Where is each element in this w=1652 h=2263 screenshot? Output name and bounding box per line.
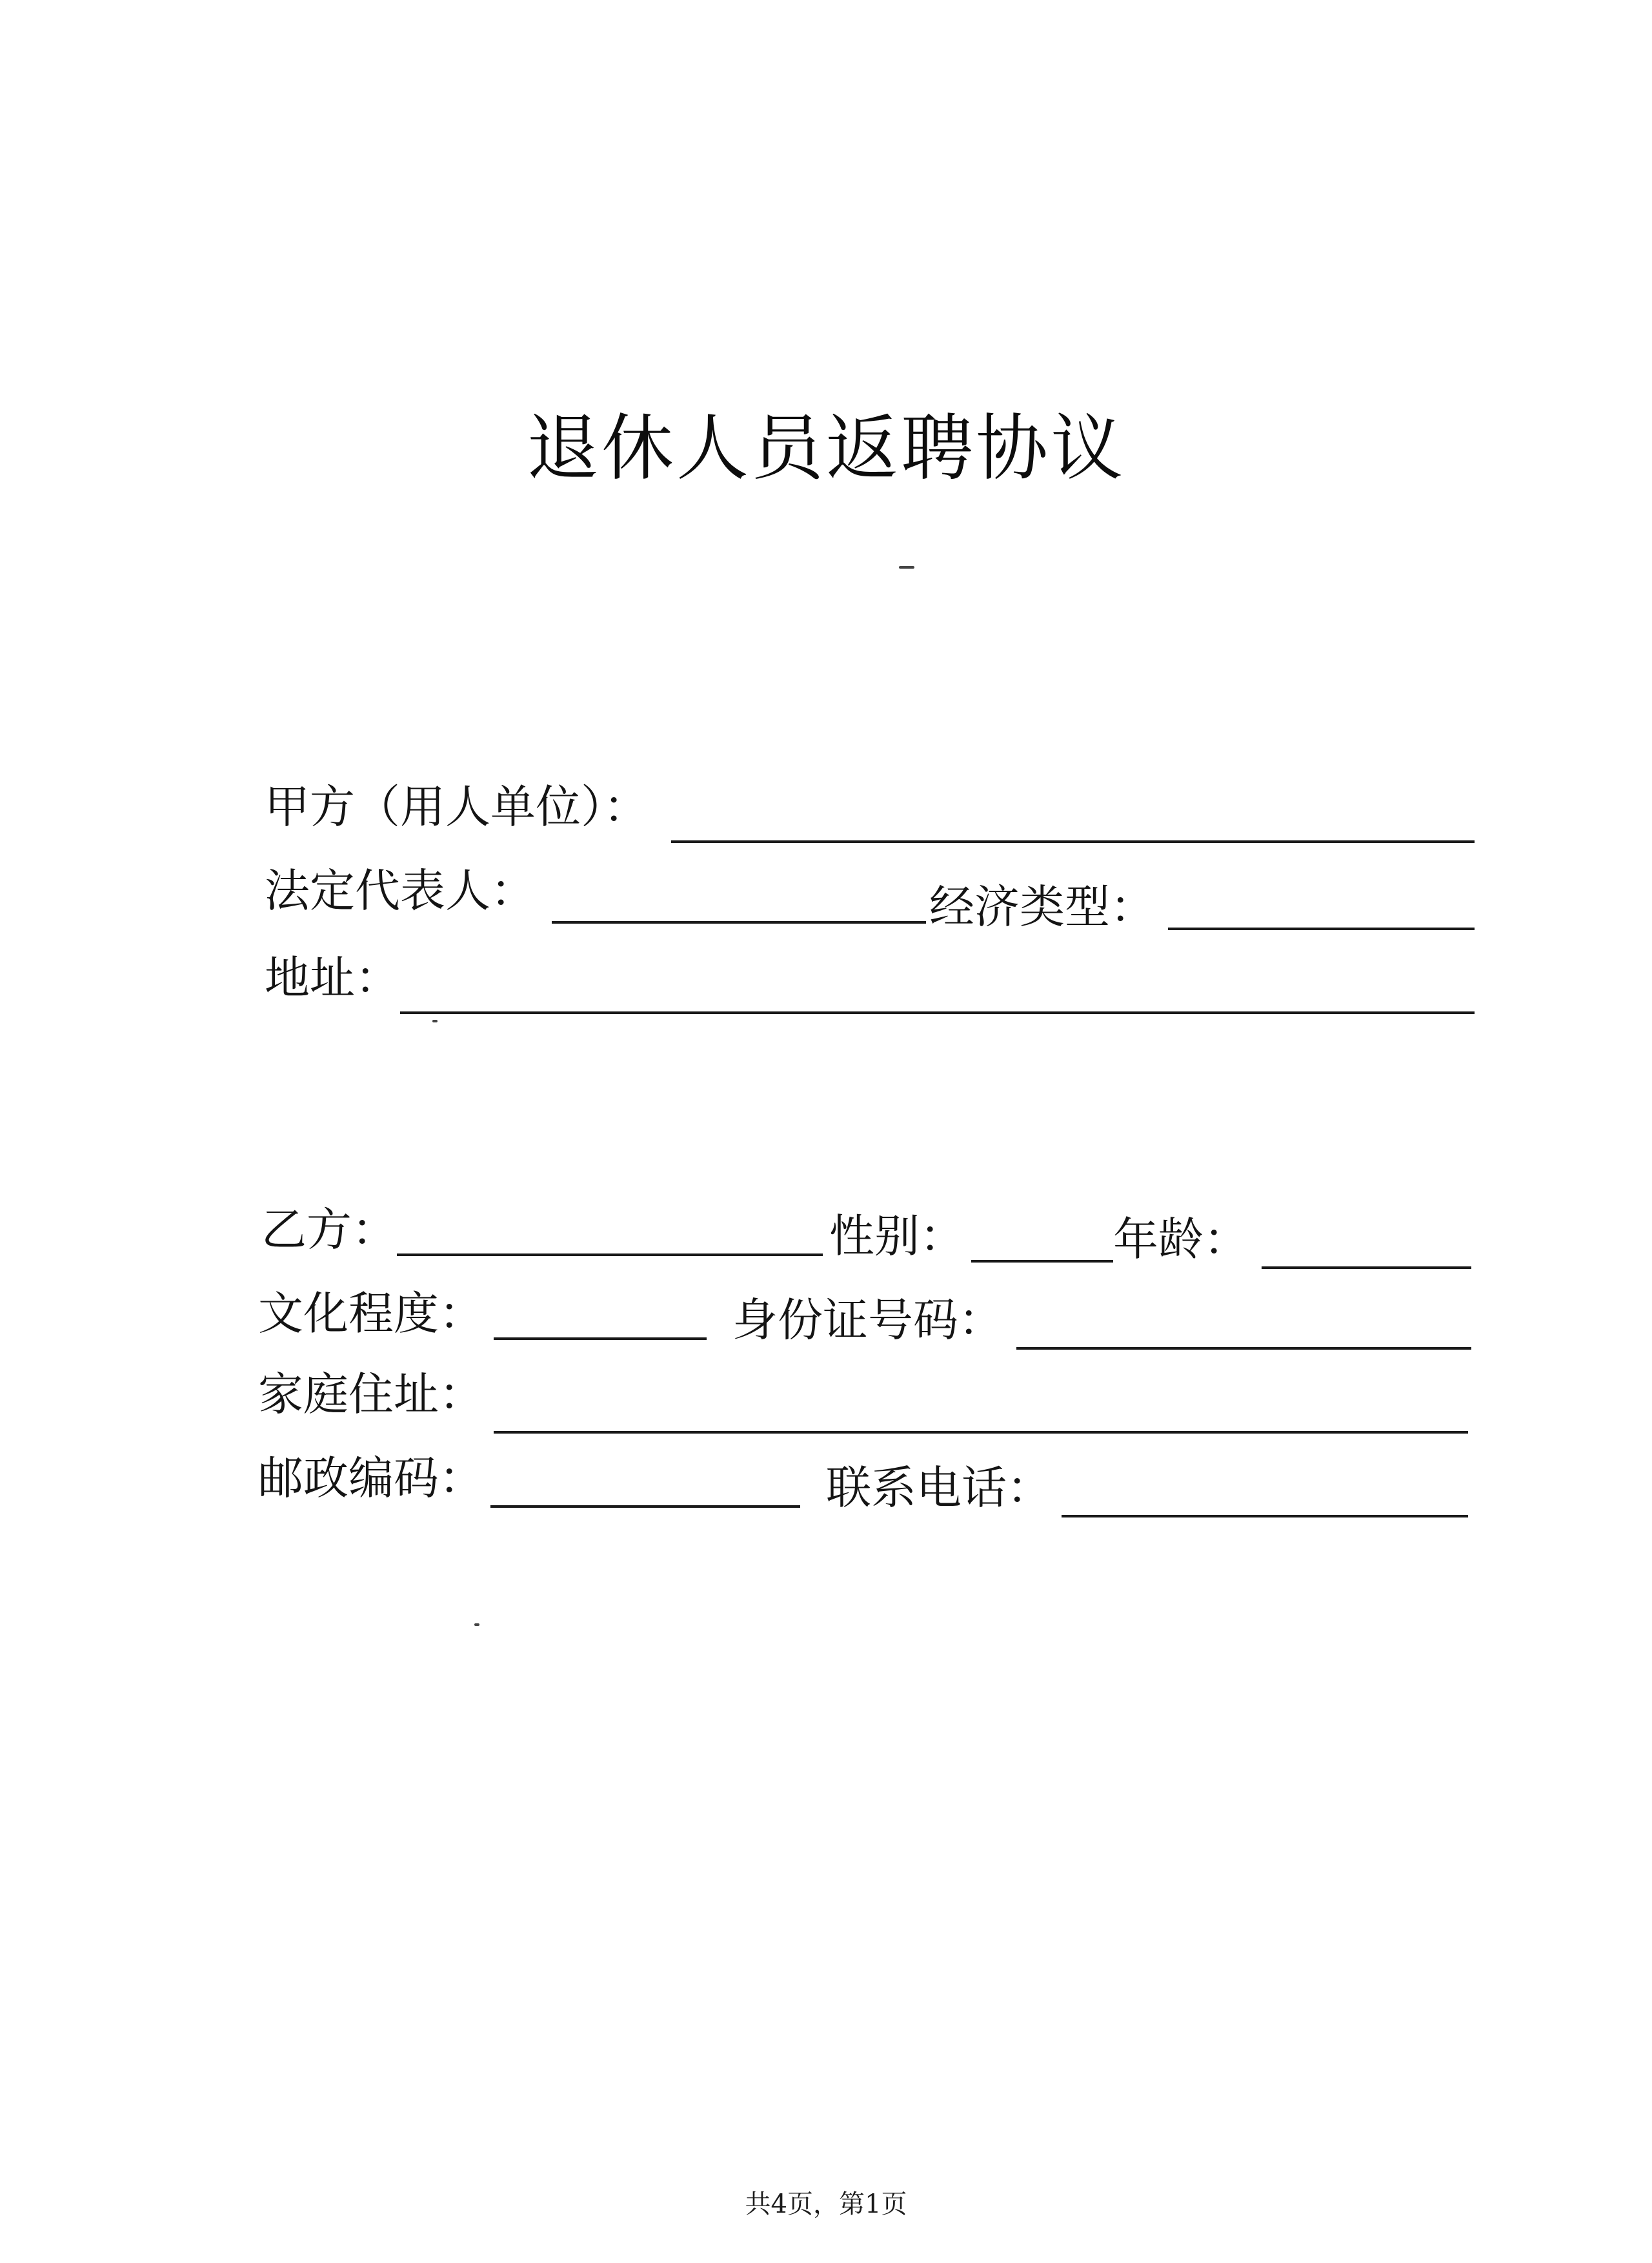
postal-code-label: 邮政编码： <box>258 1452 484 1505</box>
economic-type-label: 经济类型： <box>929 880 1155 933</box>
postal-code-field[interactable] <box>490 1505 800 1508</box>
phone-field[interactable] <box>1062 1515 1468 1517</box>
page-number-footer: 共4页，第1页 <box>745 2189 907 2219</box>
party-b-name-label: 乙方： <box>261 1203 397 1256</box>
party-a-address-label: 地址： <box>265 951 400 1004</box>
party-b-name-field[interactable] <box>397 1253 823 1256</box>
gender-label: 性别： <box>829 1210 965 1263</box>
home-address-label: 家庭住址： <box>258 1368 484 1421</box>
party-a-unit-field[interactable] <box>671 840 1475 843</box>
home-address-field[interactable] <box>494 1431 1468 1434</box>
document-title: 退休人员返聘协议 <box>527 407 1125 491</box>
id-number-field[interactable] <box>1016 1347 1471 1350</box>
age-field[interactable] <box>1262 1266 1471 1269</box>
scan-speck <box>899 566 914 569</box>
education-label: 文化程度： <box>258 1287 484 1340</box>
phone-label: 联系电话： <box>826 1461 1052 1514</box>
education-field[interactable] <box>494 1337 707 1340</box>
id-number-label: 身份证号码： <box>732 1294 1003 1346</box>
party-a-unit-label: 甲方（用人单位）： <box>265 780 649 833</box>
age-label: 年龄： <box>1113 1213 1249 1266</box>
gender-field[interactable] <box>971 1260 1113 1263</box>
party-a-address-field[interactable] <box>400 1011 1475 1014</box>
scan-speck <box>432 1020 438 1022</box>
economic-type-field[interactable] <box>1168 928 1475 930</box>
scan-speck <box>474 1623 479 1626</box>
legal-representative-field[interactable] <box>552 921 926 924</box>
legal-representative-label: 法定代表人： <box>265 864 536 917</box>
